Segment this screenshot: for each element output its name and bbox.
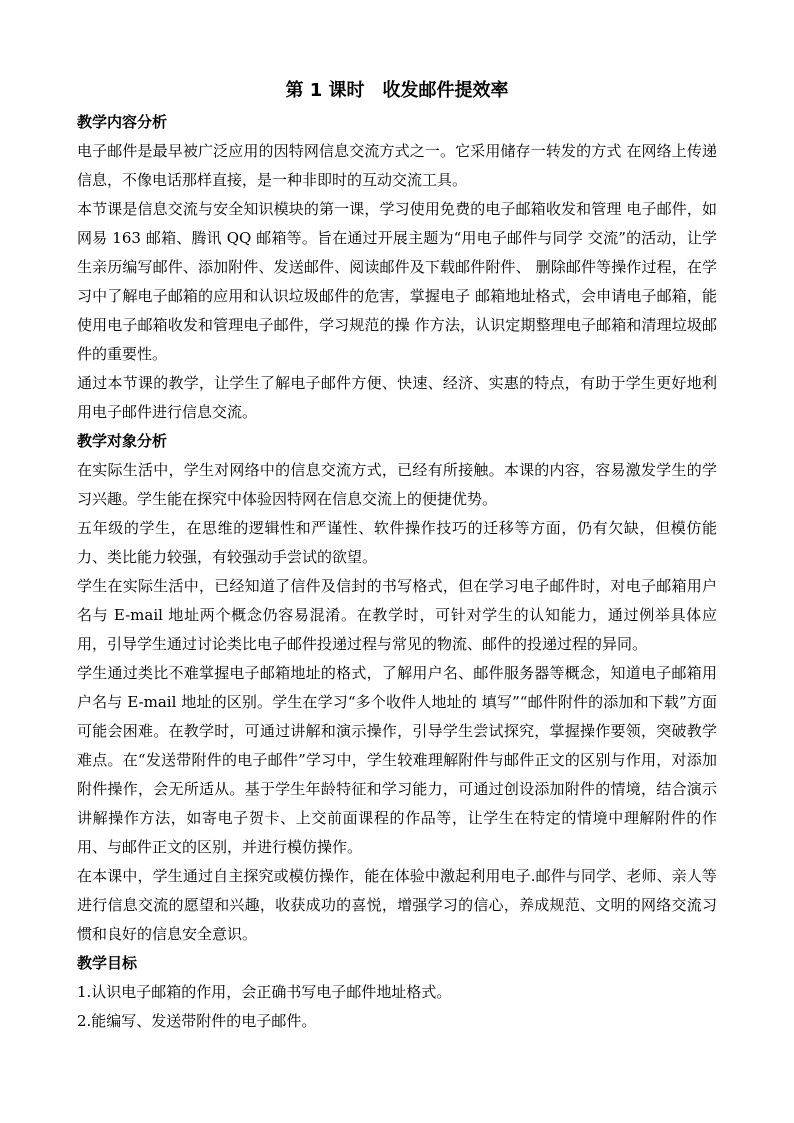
- list-item: 1.认识电子邮箱的作用，会正确书写电子邮件地址格式。: [77, 983, 452, 1001]
- section-student-analysis: [77, 427, 717, 949]
- section-teaching-goals: [77, 949, 717, 1036]
- paragraph: 在实际生活中，学生对网络中的信息交流方式，已经有所接触。本课的内容，容易激发学生的学习兴趣。学生能在探究中体验因特网在信息交流上的便捷优势。: [77, 461, 717, 508]
- paragraph: 在本课中，学生通过自主探究或模仿操作，能在体验中激起利用电子.邮件与同学、老师、亲人等进行信息交流的愿望和兴趣，收获成功的喜悦，增强学习的信心，养成规范、文明的网络交流习惯和良好的信息安全意识。: [77, 867, 717, 943]
- section-heading: 教学对象分析: [77, 432, 168, 450]
- paragraph: 五年级的学生，在思维的逻辑性和严谨性、软件操作技巧的迁移等方面，仍有欠缺，但模仿能力、类比能力较强，有较强动手尝试的欲望。: [77, 519, 717, 566]
- document-page: [77, 76, 717, 1036]
- paragraph: 电子邮件是最早被广泛应用的因特网信息交流方式之一。它采用储存一转发的方式 在网络上传递信息，不像电话那样直接，是一种非即时的互动交流工具。: [77, 142, 717, 189]
- paragraph: 通过本节课的教学，让学生了解电子邮件方便、快速、经济、实惠的特点，有助于学生更好地利用电子邮件进行信息交流。: [77, 374, 717, 421]
- page-title: 第 1 课时 收发邮件提效率: [285, 80, 509, 101]
- section-content-analysis: [77, 108, 717, 427]
- section-heading: 教学目标: [77, 954, 138, 972]
- paragraph: 学生在实际生活中，已经知道了信件及信封的书写格式，但在学习电子邮件时，对电子邮箱用户名与 E-mail 地址两个概念仍容易混淆。在教学时，可针对学生的认知能力，通过例举具体应用，引导学生通过讨论类比电子邮件投递过程与常见的物流、邮件的投递过程的异同。: [77, 577, 717, 653]
- paragraph: 本节课是信息交流与安全知识模块的第一课，学习使用免费的电子邮箱收发和管理 电子邮件，如网易 163 邮箱、腾讯 QQ 邮箱等。旨在通过开展主题为“用电子邮件与同学 交流”的活动，让学生亲历编写邮件、添加附件、发送邮件、阅读邮件及下载邮件附件、 删除邮件等操作过程，在学习中了解电子邮箱的应用和认识垃圾邮件的危害，掌握电子 邮箱地址格式，会申请电子邮箱，能使用电子邮箱收发和管理电子邮件，学习规范的操 作方法，认识定期整理电子邮箱和清理垃圾邮件的重要性。: [77, 200, 717, 363]
- list-item: 2.能编写、发送带附件的电子邮件。: [77, 1012, 317, 1030]
- paragraph: 学生通过类比不难掌握电子邮箱地址的格式，了解用户名、邮件服务器等概念，知道电子邮箱用户名与 E-mail 地址的区别。学生在学习“多个收件人地址的 填写”“邮件附件的添加和下载”方面可能会困难。在教学时，可通过讲解和演示操作，引导学生尝试探究，掌握操作要领，突破教学难点。在“发送带附件的电子邮件”学习中，学生较难理解附件与邮件正文的区别与作用，对添加附件操作，会无所适从。基于学生年龄特征和学习能力，可通过创设添加附件的情境，结合演示讲解操作方法，如寄电子贺卡、上交前面课程的作品等，让学生在特定的情境中理解附件的作用、与邮件正文的区别，并进行模仿操作。: [77, 664, 717, 856]
- section-heading: 教学内容分析: [77, 113, 168, 131]
